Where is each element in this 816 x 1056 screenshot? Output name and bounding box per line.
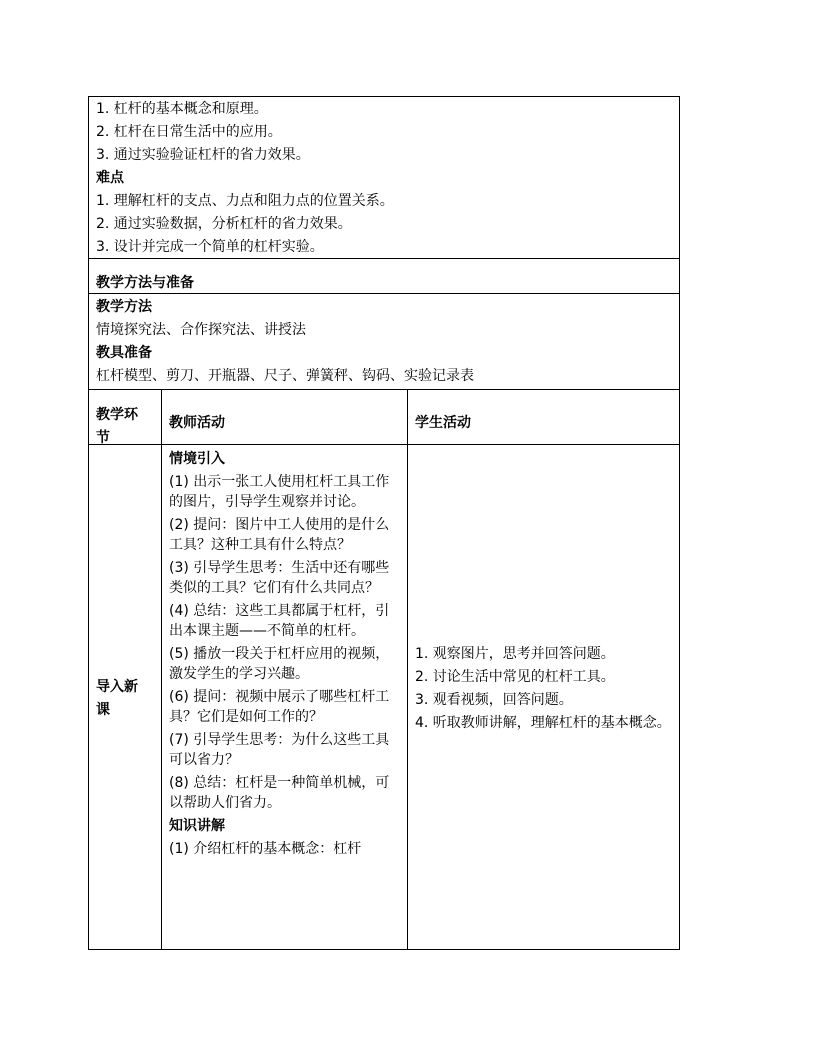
teaching-methods-heading: 教学方法	[96, 299, 152, 315]
methods-section-title-cell	[88, 258, 680, 294]
teacher-activity-item: (7) 引导学生思考：为什么这些工具可以省力？	[169, 732, 390, 768]
row-divider	[89, 444, 679, 445]
teacher-activity-item: (1) 介绍杠杆的基本概念：杠杆	[169, 841, 362, 857]
teacher-activity-heading: 情境引入	[169, 451, 225, 467]
difficult-point-item: 1. 理解杠杆的支点、力点和阻力点的位置关系。	[96, 193, 394, 209]
teacher-activity-heading: 知识讲解	[169, 818, 225, 834]
student-activity-item: 2. 讨论生活中常见的杠杆工具。	[415, 669, 615, 685]
column-divider	[161, 390, 162, 949]
teaching-tools-heading: 教具准备	[96, 345, 152, 361]
process-table	[88, 389, 680, 950]
student-activity-item: 1. 观察图片，思考并回答问题。	[415, 646, 615, 662]
key-point-item: 1. 杠杆的基本概念和原理。	[96, 101, 268, 117]
difficult-point-item: 3. 设计并完成一个简单的杠杆实验。	[96, 239, 324, 255]
header-teacher: 教师活动	[169, 415, 225, 431]
teacher-activity-item: (1) 出示一张工人使用杠杆工具工作的图片，引导学生观察并讨论。	[169, 474, 390, 510]
header-student: 学生活动	[415, 415, 471, 431]
stage-cell: 导入新 课	[96, 679, 138, 718]
teacher-activity-item: (8) 总结：杠杆是一种简单机械，可以帮助人们省力。	[169, 775, 390, 811]
student-activity-cell	[415, 644, 675, 736]
teacher-activity-item: (5) 播放一段关于杠杆应用的视频，激发学生的学习兴趣。	[169, 646, 390, 682]
teacher-activity-item: (2) 提问：图片中工人使用的是什么工具？这种工具有什么特点？	[169, 517, 390, 553]
header-stage: 教学环 节	[96, 407, 138, 446]
teacher-activity-item: (4) 总结：这些工具都属于杠杆，引出本课主题——不简单的杠杆。	[169, 603, 390, 639]
methods-section-title: 教学方法与准备	[96, 275, 194, 291]
student-activity-item: 4. 听取教师讲解，理解杠杆的基本概念。	[415, 715, 671, 731]
methods-content-cell	[88, 293, 680, 390]
teaching-tools-text: 杠杆模型、剪刀、开瓶器、尺子、弹簧秤、钩码、实验记录表	[96, 368, 474, 384]
difficult-point-item: 2. 通过实验数据，分析杠杆的省力效果。	[96, 216, 352, 232]
key-point-item: 2. 杠杆在日常生活中的应用。	[96, 124, 282, 140]
teacher-activity-cell	[169, 449, 401, 949]
difficult-points-heading: 难点	[96, 170, 124, 186]
column-divider	[407, 390, 408, 949]
teacher-activity-item: (6) 提问：视频中展示了哪些杠杆工具？它们是如何工作的？	[169, 689, 390, 725]
teaching-methods-text: 情境探究法、合作探究法、讲授法	[96, 322, 306, 338]
key-points-cell	[88, 96, 680, 259]
key-point-item: 3. 通过实验验证杠杆的省力效果。	[96, 147, 310, 163]
teacher-activity-item: (3) 引导学生思考：生活中还有哪些类似的工具？它们有什么共同点？	[169, 560, 390, 596]
student-activity-item: 3. 观看视频，回答问题。	[415, 692, 573, 708]
